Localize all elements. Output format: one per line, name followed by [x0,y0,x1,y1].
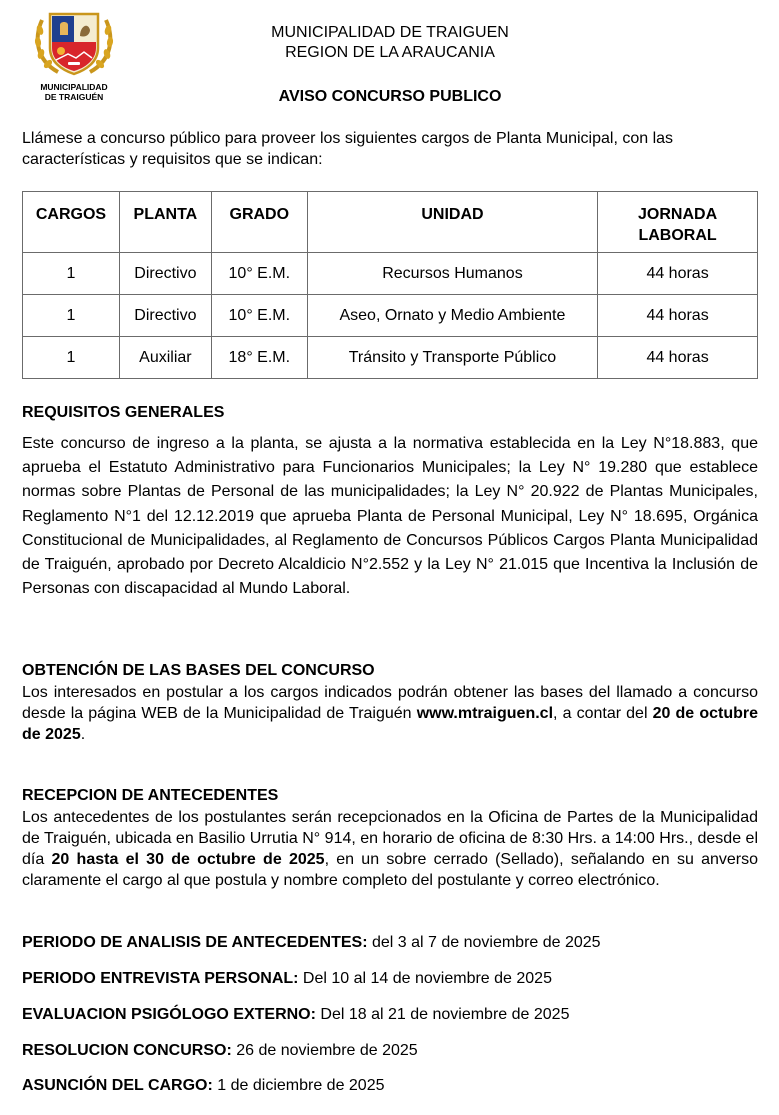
logo-caption-line2: DE TRAIGUÉN [44,92,104,102]
page-title: AVISO CONCURSO PUBLICO [278,88,502,105]
cell-jornada: 44 horas [598,295,758,337]
table-header-row [23,192,758,253]
cell-grado: 10° E.M. [211,295,307,337]
schedule-label: PERIODO DE ANALISIS DE ANTECEDENTES: [22,934,368,951]
schedule-label: EVALUACION PSIGÓLOGO EXTERNO: [22,1006,316,1023]
header-municipality: MUNICIPALIDAD DE TRAIGUEN [271,24,509,41]
obtencion-text: Los interesados en postular a los cargos indicados podrán obtener las bases del llamado a concurso desde la página WEB de la Municipalidad de Traiguén [22,684,758,722]
table-row [23,337,758,379]
header-jornada-label: JORNADA LABORAL [638,206,718,244]
schedule-value: Del 18 al 21 de noviembre de 2025 [315,1006,570,1023]
obtencion-text: , a contar del [553,705,653,722]
table-row [23,295,758,337]
obtencion-text: . [80,726,86,743]
cell-planta: Auxiliar [119,337,211,379]
schedule-label: PERIODO ENTREVISTA PERSONAL: [22,970,299,987]
intro-paragraph: Llámese a concurso público para proveer los siguientes cargos de Planta Municipal, con las características y requisitos que se indican: [22,130,674,168]
coat-of-arms-icon [32,8,116,80]
schedule-item-analisis [22,933,601,953]
schedule-item-entrevista [22,969,552,989]
positions-table [22,191,758,379]
schedule-value: 1 de diciembre de 2025 [212,1077,385,1094]
cell-cargos: 1 [23,295,120,337]
cell-unidad: Tránsito y Transporte Público [307,337,597,379]
obtencion-title: OBTENCIÓN DE LAS BASES DEL CONCURSO [22,662,375,679]
obtencion-date: 20 de octubre de 2025 [22,705,758,743]
requisitos-body: Este concurso de ingreso a la planta, se ajusta a la normativa establecida en la Ley N°18.883, que aprueba el Estatuto Administrativo para Funcionarios Municipales; la Ley N° 19.280 que establece normas sobre Plantas de Personal de las municipalidades; la Ley N° 20.922 de Plantas Municipales, Reglamento N°1 del 12.12.2019 que aprueba Planta de Personal Municipal, Ley N° 18.695, Orgánica Constitucional de Municipalidades, al Reglamento de Concursos Públicos Cargos Planta Municipalidad de Traiguén, aprobado por Decreto Alcaldicio N°2.552 y la Ley N° 21.015 que Incentiva la Inclusión de Personas con discapacidad al Mundo Laboral. [22,435,758,598]
schedule-value: del 3 al 7 de noviembre de 2025 [367,934,601,951]
website-link[interactable]: www.mtraiguen.cl [416,705,554,722]
schedule-item-resolucion [22,1041,418,1061]
header-cargos: CARGOS [23,192,120,253]
schedule-label: RESOLUCION CONCURSO: [22,1042,232,1059]
schedule-value: Del 10 al 14 de noviembre de 2025 [298,970,552,987]
cell-jornada: 44 horas [598,337,758,379]
recepcion-text: Los antecedentes de los postulantes serán recepcionados en la Oficina de Partes de la Municipalidad de Traiguén, ubicada en Basilio Urrutia N° 914, en horario de oficina de 8:30 Hrs. a 14:00 Hrs., desde el día [22,809,758,868]
cell-planta: Directivo [119,295,211,337]
cell-unidad: Recursos Humanos [307,253,597,295]
obtencion-body [22,682,758,745]
recepcion-date-range: 20 hasta el 30 de octubre de 2025 [51,851,325,868]
requisitos-title: REQUISITOS GENERALES [22,404,225,421]
municipal-logo [28,8,120,108]
cell-jornada: 44 horas [598,253,758,295]
logo-caption-line1: MUNICIPALIDAD [40,82,108,92]
schedule-item-evaluacion [22,1005,569,1025]
cell-cargos: 1 [23,337,120,379]
header-jornada [598,192,758,253]
cell-planta: Directivo [119,253,211,295]
recepcion-text: , en un sobre cerrado (Sellado), señalando en su anverso claramente el cargo al que postula y nombre completo del postulante y correo electrónico. [22,851,759,889]
header-planta: PLANTA [119,192,211,253]
schedule-label: ASUNCIÓN DEL CARGO: [22,1077,213,1094]
header-region: REGION DE LA ARAUCANIA [285,44,495,61]
cell-cargos: 1 [23,253,120,295]
header-unidad: UNIDAD [307,192,597,253]
schedule-value: 26 de noviembre de 2025 [231,1042,418,1059]
cell-unidad: Aseo, Ornato y Medio Ambiente [307,295,597,337]
logo-caption [28,82,120,102]
header-grado: GRADO [211,192,307,253]
schedule-item-asuncion [22,1076,385,1096]
cell-grado: 18° E.M. [211,337,307,379]
table-row [23,253,758,295]
cell-grado: 10° E.M. [211,253,307,295]
recepcion-body [22,807,758,891]
recepcion-title: RECEPCION DE ANTECEDENTES [22,787,279,804]
